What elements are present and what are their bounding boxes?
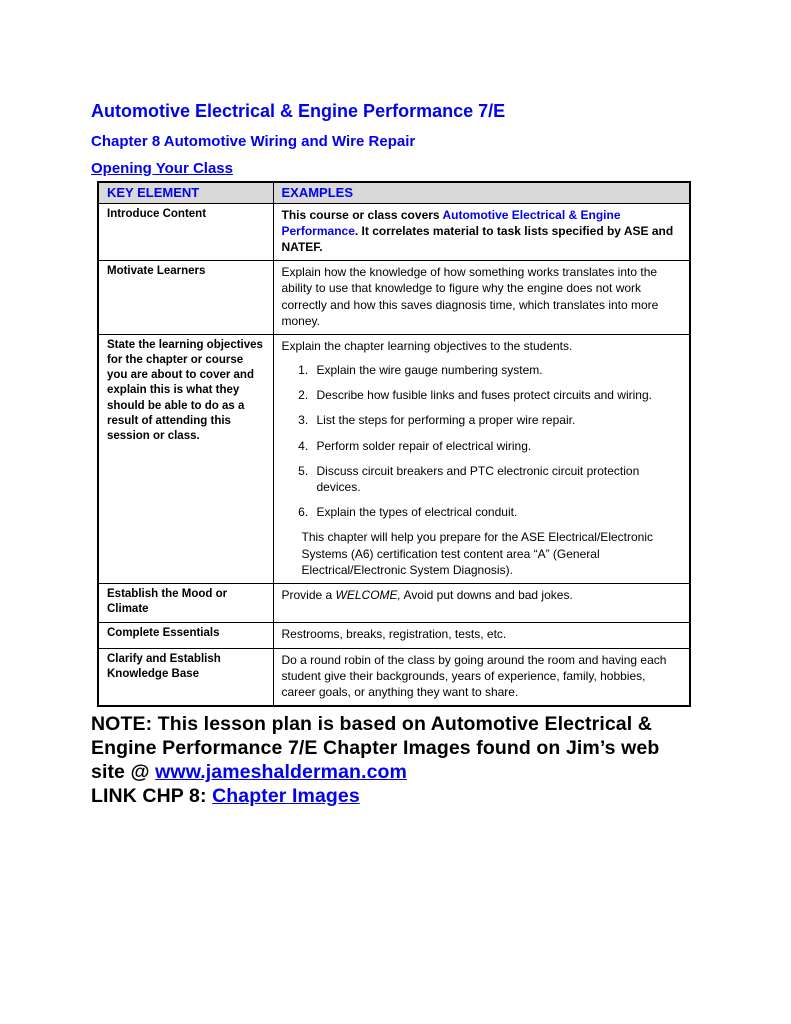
key-cell-clarify-knowledge-base: Clarify and Establish Knowledge Base xyxy=(98,648,273,706)
key-cell-complete-essentials: Complete Essentials xyxy=(98,623,273,648)
website-link[interactable]: www.jameshalderman.com xyxy=(155,761,407,784)
link-chp-row xyxy=(91,785,695,809)
objectives-outro: This chapter will help you prepare for the ASE Electrical/Electronic Systems (A6) certification test content area “A” (General Electrical/Electronic System Diagnosis). xyxy=(301,530,653,577)
key-cell-introduce-content: Introduce Content xyxy=(98,203,273,261)
link-chp-label: LINK CHP 8: xyxy=(91,785,213,808)
objective-item-4: 4. Perform solder repair of electrical wiring. xyxy=(312,438,682,454)
objective-item-3: 3. List the steps for performing a proper wire repair. xyxy=(312,412,682,428)
example-cell-introduce-content xyxy=(273,203,690,261)
note-paragraph xyxy=(91,713,695,785)
key-cell-motivate-learners: Motivate Learners xyxy=(98,261,273,335)
key-cell-establish-mood: Establish the Mood or Climate xyxy=(98,583,273,622)
header-cell-examples: EXAMPLES xyxy=(273,182,690,204)
section-heading: Opening Your Class xyxy=(91,159,233,177)
table-row-motivate-learners xyxy=(98,261,690,335)
example-text-italic-welcome: WELCOME, xyxy=(335,587,401,602)
objective-item-1: 1. Explain the wire gauge numbering system. xyxy=(312,362,682,378)
table-row-clarify-knowledge-base xyxy=(98,648,690,706)
example-text-after: . It correlates material to task lists specified by ASE and NATEF. xyxy=(281,223,674,254)
table-row-establish-mood xyxy=(98,583,690,622)
example-text-after: Avoid put downs and bad jokes. xyxy=(400,587,573,602)
example-cell-learning-objectives xyxy=(273,334,690,583)
header-cell-key-element: KEY ELEMENT xyxy=(98,182,273,204)
objective-item-2: 2. Describe how fusible links and fuses protect circuits and wiring. xyxy=(312,387,682,403)
example-cell-complete-essentials: Restrooms, breaks, registration, tests, etc. xyxy=(273,623,690,648)
key-cell-learning-objectives: State the learning objectives for the chapter or course you are about to cover and explain this is what they should be able to do as a result of attending this session or class. xyxy=(98,334,273,583)
lesson-plan-table xyxy=(97,181,691,707)
table-header-row xyxy=(98,182,690,204)
table-row-complete-essentials xyxy=(98,623,690,648)
objectives-intro: Explain the chapter learning objectives to the students. xyxy=(281,338,573,353)
objective-item-6: 6. Explain the types of electrical conduit. xyxy=(312,504,682,520)
objectives-list xyxy=(282,362,682,520)
chapter-subtitle: Chapter 8 Automotive Wiring and Wire Repair xyxy=(91,132,416,150)
table-row-introduce-content xyxy=(98,203,690,261)
example-highlight-course-name: Automotive Electrical & Engine Performance xyxy=(281,207,621,238)
example-cell-establish-mood xyxy=(273,583,690,622)
example-cell-motivate-learners: Explain how the knowledge of how something works translates into the ability to use that knowledge to figure why the engine does not work correctly and how this saves diagnosis time, which translates into more money. xyxy=(273,261,690,335)
table-row-learning-objectives xyxy=(98,334,690,583)
page-title: Automotive Electrical & Engine Performance 7/E xyxy=(91,101,506,121)
example-text-before: This course or class covers xyxy=(281,207,443,222)
example-cell-clarify-knowledge-base: Do a round robin of the class by going around the room and having each student give their backgrounds, years of experience, family, hobbies, career goals, or anything they want to share. xyxy=(273,648,690,706)
note-text: NOTE: This lesson plan is based on Automotive Electrical & Engine Performance 7/E Chapter Images found on Jim’s web site @ xyxy=(91,713,660,784)
example-text-before: Provide a xyxy=(281,587,336,602)
chapter-images-link[interactable]: Chapter Images xyxy=(212,785,360,808)
objective-item-5: 5. Discuss circuit breakers and PTC electronic circuit protection devices. xyxy=(312,463,682,495)
